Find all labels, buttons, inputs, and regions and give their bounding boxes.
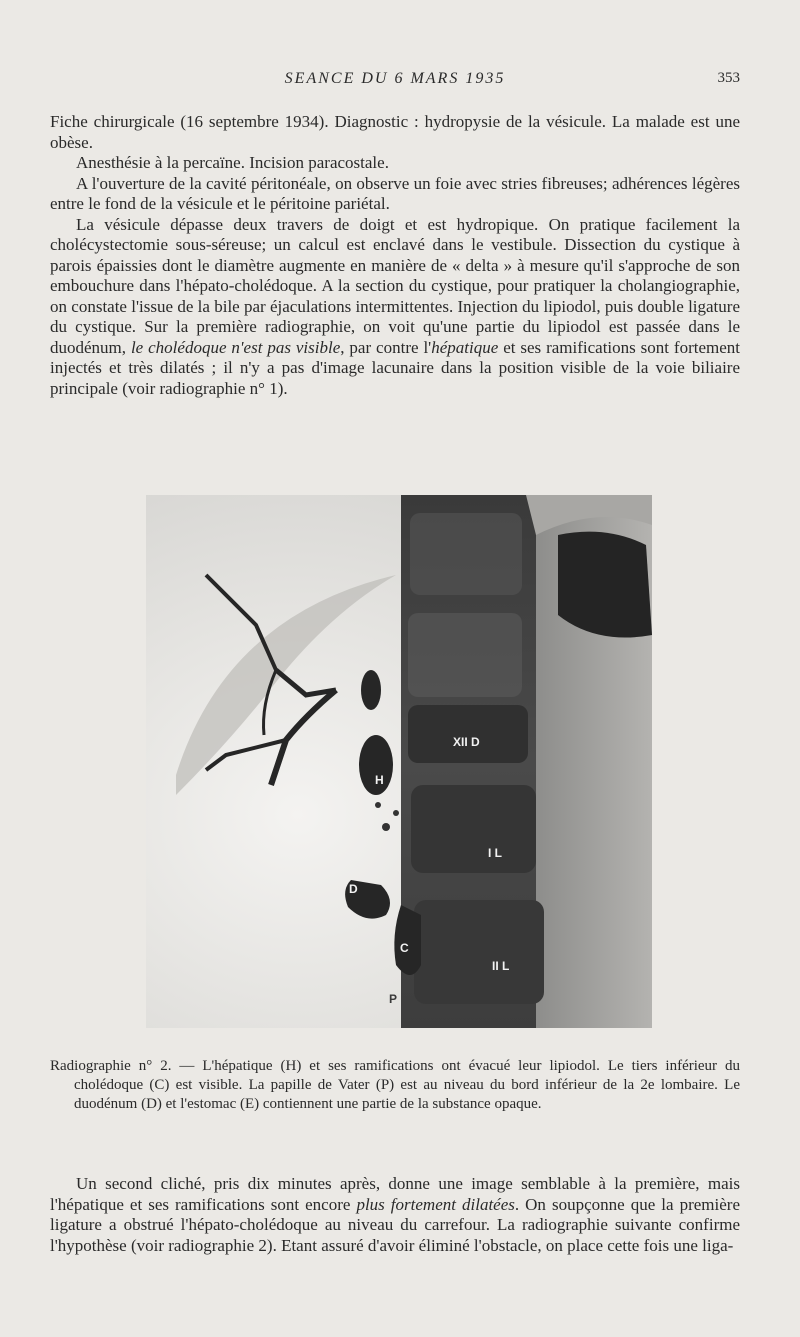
italic-hepatique: hépatique xyxy=(431,337,499,357)
label-d: D xyxy=(349,882,358,896)
paragraph-vesicle xyxy=(50,215,740,400)
page-number: 353 xyxy=(717,70,740,86)
label-i-l: I L xyxy=(488,846,502,860)
italic-plus-fortement: plus fortement dilatées xyxy=(356,1194,515,1214)
label-p: P xyxy=(389,992,398,1006)
paragraph-second-end: . On soupçonne que la première ligature a obstrué l'hépato-cholédoque au niveau du carrefour. La radiographie suivante confirme l'hypothèse (voir radiographie 2). Etant assuré d'avoir éliminé l'obstacle, on place cette fois une liga- xyxy=(50,1194,740,1255)
label-h: H xyxy=(375,773,384,787)
label-c: C xyxy=(400,941,409,955)
top-text-block xyxy=(50,112,740,399)
paragraph-peritoneal-opening: A l'ouverture de la cavité péritonéale, on observe un foie avec stries fibreuses; adhérences légères entre le fond de la vésicule et le péritoine pariétal. xyxy=(50,173,740,213)
radiograph-figure xyxy=(146,495,652,1028)
running-head: SEANCE DU 6 MARS 1935 xyxy=(284,70,506,87)
italic-choledoque: le cholédoque n'est pas visible xyxy=(130,337,341,357)
figure-caption: Radiographie n° 2. — L'hépatique (H) et ses ramifications ont évacué leur lipiodol. Le tiers inférieur du cholédoque (C) est visible. La papille de Vater (P) est au niveau du bord inférieur de la 2e lombaire. Le duodénum (D) et l'estomac (E) contiennent une partie de la substance opaque. xyxy=(50,1058,740,1112)
paragraph-vesicle-mid: , par contre l' xyxy=(340,337,432,357)
label-ii-l: II L xyxy=(492,959,510,973)
radiograph-image xyxy=(146,495,652,1028)
paragraph-vesicle-end: et ses ramifications sont fortement injectés et très dilatés ; il n'y a pas d'image lacunaire dans la position visible de la voie biliaire principale (voir radiographie n° 1). xyxy=(50,337,741,398)
paragraph-second-radiograph xyxy=(50,1174,740,1256)
bottom-text-block xyxy=(50,1174,740,1256)
paragraph-anesthesia: Anesthésie à la percaïne. Incision paracostale. xyxy=(76,153,389,172)
paragraph-second-start: Un second cliché, pris dix minutes après, donne une image semblable à la première, mais l'hépatique et ses ramifications sont encore xyxy=(50,1174,740,1214)
paragraph-surgical-record: Fiche chirurgicale (16 septembre 1934). Diagnostic : hydropysie de la vésicule. La malade est une obèse. xyxy=(50,112,740,152)
page-header xyxy=(50,70,740,94)
paragraph-vesicle-main: La vésicule dépasse deux travers de doigt et est hydropique. On pratique facilement la cholécystectomie sous-séreuse; un calcul est enclavé dans le vestibule. Dissection du cystique à parois épaissies dont le diamètre augmente en manière de « delta » à mesure qu'il s'approche de son embouchure dans l'hépato-cholédoque. A la section du cystique, pour pratiquer la cholangiographie, on constate l'issue de la bile par éjaculations intermittentes. Injection du lipiodol, puis double ligature du cystique. Sur la première radiographie, on voit qu'une partie du lipiodol est passée dans le duodénum, xyxy=(50,214,740,357)
label-xii-d: XII D xyxy=(453,735,480,749)
